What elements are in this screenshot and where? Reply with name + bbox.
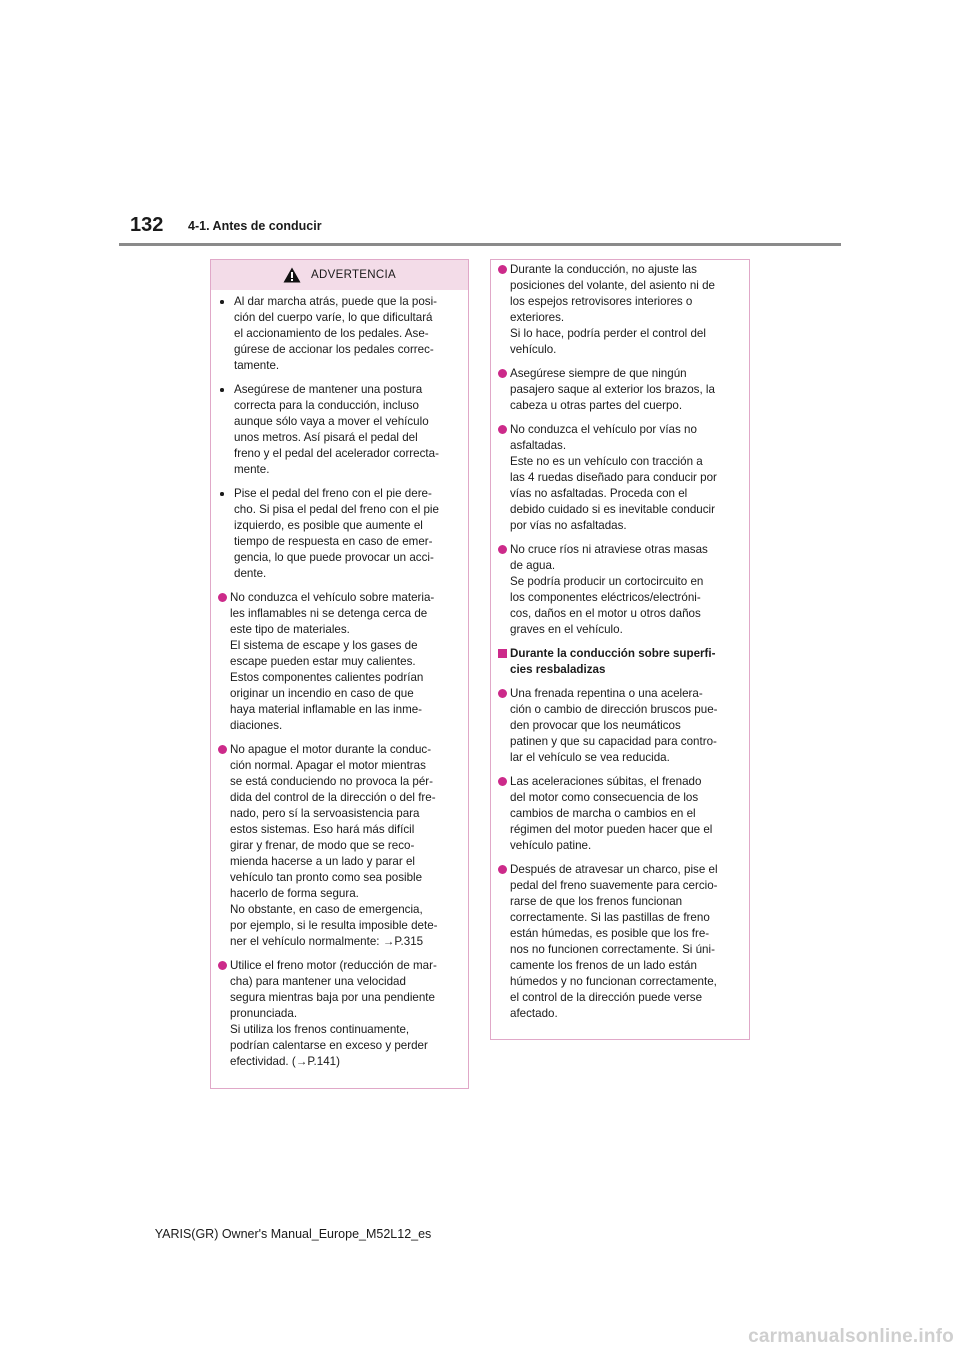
item-text: Pise el pedal del freno con el pie dere- cho. Si pisa el pedal del freno con el pie izquierdo, es posible que aumente el tiempo de respuesta en caso de emer- gencia, lo que puede provocar un acci- dente. [234,487,439,580]
header-rule [119,243,841,246]
list-item [218,486,462,582]
list-item [498,422,743,534]
warning-title: ADVERTENCIA [311,269,396,281]
item-text: No conduzca el vehículo por vías no asfaltadas. Este no es un vehículo con tracción a las 4 ruedas diseñado para conducir por vías no asfaltadas. Proceda con el debido cuidado si es inevitable conducir por vías no asfaltadas. [510,423,717,532]
warning-left-column [211,290,468,1070]
warning-continued-panel [490,259,750,1040]
page-number: 132 [130,214,164,236]
list-item [218,382,462,478]
list-item [218,294,462,374]
subheading [498,646,743,678]
item-text: Asegúrese de mantener una postura correcta para la conducción, incluso aunque sólo vaya a mover el vehículo unos metros. Así pisará el pedal del freno y el pedal del acelerador correcta- mente. [234,383,439,476]
list-item [498,774,743,854]
item-text: Durante la conducción sobre superfi- cies resbaladizas [510,647,716,676]
circle-bullet-icon [498,689,507,698]
circle-bullet-icon [218,961,227,970]
footer [0,1227,960,1241]
bullet-icon [220,388,224,392]
circle-bullet-icon [218,745,227,754]
circle-bullet-icon [218,593,227,602]
item-text: Durante la conducción, no ajuste las posiciones del volante, del asiento ni de los espejos retrovisores interiores o exteriores. Si lo hace, podría perder el control del vehículo. [510,263,715,356]
list-item [498,686,743,766]
item-text: No apague el motor durante la conduc- ción normal. Apagar el motor mientras se está conduciendo no provoca la pér- dida del control de la dirección o del fre- nado, pero sí la servoasistencia para estos sistemas. Eso hará más difícil girar y frenar, de modo que se reco- mienda hacerse a un lado y parar el vehículo tan pronto como sea posible hacerlo de forma segura. No obstante, en caso de emergencia, por ejemplo, si le resulta imposible dete- ner el vehículo normalmente: →P.315 [230,743,438,948]
item-text: Después de atravesar un charco, pise el pedal del freno suavemente para cercio- rarse de que los frenos funcionan correctamente. Si las pastillas de freno están húmedas, es posible que los fre- nos no funcionen correctamente. Si úni- camente los frenos de un lado están húmedos y no funcionan correctamente, el control de la dirección puede verse afectado. [510,863,718,1020]
circle-bullet-icon [498,545,507,554]
circle-bullet-icon [498,265,507,274]
list-item [498,366,743,414]
warning-right-column [491,260,749,1022]
list-item [218,958,462,1070]
section-title: 4-1. Antes de conducir [188,219,322,233]
item-text: No conduzca el vehículo sobre materia- les inflamables ni se detenga cerca de este tipo de materiales. El sistema de escape y los gases de escape pueden estar muy calientes. Estos componentes calientes podrían originar un incendio en caso de que haya material inflamable en las inme- diaciones. [230,591,435,732]
circle-bullet-icon [498,369,507,378]
square-bullet-icon [498,649,507,658]
circle-bullet-icon [498,777,507,786]
item-text: No cruce ríos ni atraviese otras masas de agua. Se podría producir un cortocircuito en los componentes eléctricos/electróni- cos, daños en el motor u otros daños graves en el vehículo. [510,543,708,636]
warning-triangle-icon [283,267,301,283]
bullet-icon [220,492,224,496]
list-item [498,862,743,1022]
footer-text: YARIS(GR) Owner's Manual_Europe_M52L12_es [154,1227,432,1241]
list-item [218,742,462,950]
circle-bullet-icon [498,425,507,434]
list-item [498,542,743,638]
bullet-icon [220,300,224,304]
item-text: Utilice el freno motor (reducción de mar- cha) para mantener una velocidad segura mientras baja por una pendiente pronunciada. Si utiliza los frenos continuamente, podrían calentarse en exceso y perder efectividad. (→P.141) [230,959,437,1068]
watermark: carmanualsonline.info [748,1326,954,1347]
item-text: Una frenada repentina o una acelera- ción o cambio de dirección bruscos pue- den provocar que los neumáticos patinen y que su capacidad para contro- lar el vehículo se vea reducida. [510,687,718,764]
warning-panel [210,259,469,1089]
warning-header [211,260,468,290]
item-text: Las aceleraciones súbitas, el frenado del motor como consecuencia de los cambios de marcha o cambios en el régimen del motor pueden hacer que el vehículo patine. [510,775,713,852]
list-item [498,262,743,358]
item-text: Asegúrese siempre de que ningún pasajero saque al exterior los brazos, la cabeza u otras partes del cuerpo. [510,367,715,412]
list-item [218,590,462,734]
item-text: Al dar marcha atrás, puede que la posi- ción del cuerpo varíe, lo que dificultará el accionamiento de los pedales. Ase- gúrese de accionar los pedales correc- tamente. [234,295,438,372]
circle-bullet-icon [498,865,507,874]
